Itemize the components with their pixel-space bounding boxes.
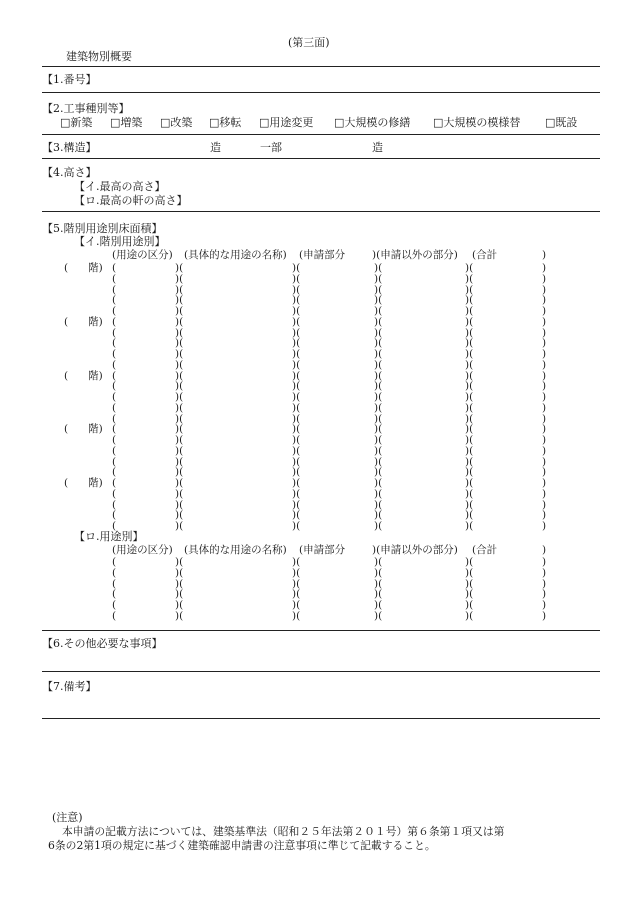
table-row (0, 424, 630, 434)
table-cell-bracket[interactable]: ) (542, 294, 547, 306)
table-cell-bracket[interactable]: )( (175, 488, 184, 500)
table-cell-bracket[interactable]: ) (542, 488, 547, 500)
table-cell-bracket[interactable]: )( (465, 273, 474, 285)
col-header-applied-part: (申請部分 (299, 544, 346, 556)
checkbox-major-remodel[interactable]: □大規模の模様替 (433, 116, 521, 129)
table-cell-bracket[interactable]: )( (292, 588, 301, 600)
table-cell-bracket[interactable]: )( (175, 262, 184, 274)
table-cell-bracket[interactable]: )( (465, 610, 474, 622)
table-cell-bracket[interactable]: )( (374, 520, 383, 532)
table-cell-bracket[interactable]: ) (542, 610, 547, 622)
note-line-1: 本申請の記載方法については、建築基準法（昭和２５年法第２０１号）第６条第１項又は第 (62, 825, 505, 838)
table-row (0, 403, 630, 413)
table-cell-bracket[interactable]: ) (542, 578, 547, 590)
table-cell-bracket[interactable]: )( (374, 556, 383, 568)
table-cell-bracket[interactable]: )( (175, 391, 184, 403)
table-cell-bracket[interactable]: )( (465, 423, 474, 435)
section-7-title: 【7.備考】 (42, 680, 97, 693)
divider (42, 66, 600, 67)
table-row (0, 381, 630, 391)
col-header-total: (合計 (472, 544, 498, 556)
table-cell-bracket[interactable]: ) (542, 520, 547, 532)
table-cell-bracket[interactable]: )( (175, 499, 184, 511)
table-cell-bracket[interactable]: ( (112, 305, 117, 317)
table-row (0, 446, 630, 456)
col-header-other-part: )(申請以外の部分) (372, 249, 458, 261)
table-cell-bracket[interactable]: )( (374, 488, 383, 500)
table-cell-bracket[interactable]: )( (292, 380, 301, 392)
col-header-use-name: (具体的な用途の名称) (184, 544, 287, 556)
table-cell-bracket[interactable]: )( (175, 599, 184, 611)
table-cell-bracket[interactable]: )( (465, 413, 474, 425)
table-cell-bracket[interactable]: ) (542, 337, 547, 349)
structure-zo: 造 (210, 141, 221, 154)
table-cell-bracket[interactable]: )( (292, 556, 301, 568)
section-3-title: 【3.構造】 (42, 141, 97, 154)
table-cell-bracket[interactable]: )( (465, 380, 474, 392)
table-cell-bracket[interactable]: )( (465, 284, 474, 296)
table-cell-bracket[interactable]: )( (292, 578, 301, 590)
table-row (0, 306, 630, 316)
table-cell-bracket[interactable]: ( (112, 359, 117, 371)
table-cell-bracket[interactable]: )( (465, 466, 474, 478)
table-cell-bracket[interactable]: ( (112, 509, 117, 521)
table-row (0, 467, 630, 477)
table-cell-bracket[interactable]: )( (374, 305, 383, 317)
table-cell-bracket[interactable]: ( (112, 556, 117, 568)
table-cell-bracket[interactable]: )( (292, 316, 301, 328)
table-row (0, 457, 630, 467)
table-cell-bracket[interactable]: ( (112, 445, 117, 457)
table-cell-bracket[interactable]: ) (542, 380, 547, 392)
table-cell-bracket[interactable]: )( (465, 556, 474, 568)
table-row (0, 478, 630, 488)
table-cell-bracket[interactable]: )( (374, 370, 383, 382)
table-cell-bracket[interactable]: )( (374, 316, 383, 328)
table-cell-bracket[interactable]: )( (374, 477, 383, 489)
table-cell-bracket[interactable]: )( (465, 499, 474, 511)
table-cell-bracket[interactable]: )( (374, 284, 383, 296)
table-row (0, 371, 630, 381)
table-cell-bracket[interactable]: )( (175, 477, 184, 489)
table-cell-bracket[interactable]: )( (465, 348, 474, 360)
col-header-total: (合計 (472, 249, 498, 261)
table-cell-bracket[interactable]: )( (465, 359, 474, 371)
table-cell-bracket[interactable]: )( (292, 499, 301, 511)
divider (42, 92, 600, 93)
table-cell-bracket[interactable]: )( (175, 413, 184, 425)
table-cell-bracket[interactable]: )( (374, 434, 383, 446)
table-cell-bracket[interactable]: ) (542, 284, 547, 296)
table-cell-bracket[interactable]: )( (292, 599, 301, 611)
col-header-applied-part: (申請部分 (299, 249, 346, 261)
table-cell-bracket[interactable]: )( (465, 567, 474, 579)
table-cell-bracket[interactable]: ( (112, 262, 117, 274)
divider (42, 671, 600, 672)
table-cell-bracket[interactable]: ) (542, 370, 547, 382)
table-cell-bracket[interactable]: ) (542, 359, 547, 371)
checkbox-reconstruction[interactable]: □改築 (160, 116, 193, 129)
table-cell-bracket[interactable]: )( (465, 391, 474, 403)
table-cell-bracket[interactable]: )( (292, 273, 301, 285)
table-row (0, 263, 630, 273)
table-cell-bracket[interactable]: )( (292, 423, 301, 435)
table-row (0, 611, 630, 621)
table-cell-bracket[interactable]: )( (465, 402, 474, 414)
col-header-other-part: )(申請以外の部分) (372, 544, 458, 556)
table-cell-bracket[interactable]: )( (175, 520, 184, 532)
table-cell-bracket[interactable]: ( (112, 284, 117, 296)
checkbox-relocation[interactable]: □移転 (209, 116, 242, 129)
table-cell-bracket[interactable]: )( (374, 499, 383, 511)
col-header-close: ) (542, 544, 547, 556)
table-cell-bracket[interactable]: )( (465, 509, 474, 521)
table-cell-bracket[interactable]: ( (112, 488, 117, 500)
by-floor-subtitle: 【イ.階別用途別】 (74, 235, 166, 248)
table-cell-bracket[interactable]: )( (374, 578, 383, 590)
floor-label: ( 階) (64, 370, 103, 382)
table-cell-bracket[interactable]: )( (292, 262, 301, 274)
table-cell-bracket[interactable]: )( (465, 578, 474, 590)
table-row (0, 285, 630, 295)
table-cell-bracket[interactable]: )( (465, 305, 474, 317)
table-cell-bracket[interactable]: )( (292, 477, 301, 489)
table-cell-bracket[interactable]: )( (374, 610, 383, 622)
floor-label: ( 階) (64, 423, 103, 435)
table-cell-bracket[interactable]: )( (175, 466, 184, 478)
table-row (0, 338, 630, 348)
table-cell-bracket[interactable]: )( (292, 348, 301, 360)
table-row (0, 349, 630, 359)
table-cell-bracket[interactable]: ) (542, 588, 547, 600)
table-cell-bracket[interactable]: ) (542, 413, 547, 425)
table-cell-bracket[interactable]: )( (374, 466, 383, 478)
table-row (0, 435, 630, 445)
table-row (0, 557, 630, 567)
table-cell-bracket[interactable]: ) (542, 327, 547, 339)
table-cell-bracket[interactable]: )( (175, 588, 184, 600)
table-cell-bracket[interactable]: )( (292, 284, 301, 296)
structure-ichibu: 一部 (260, 141, 282, 154)
table-cell-bracket[interactable]: ( (112, 477, 117, 489)
section-6-title: 【6.その他必要な事項】 (42, 637, 163, 650)
table-cell-bracket[interactable]: ( (112, 499, 117, 511)
table-cell-bracket[interactable]: ( (112, 348, 117, 360)
table-cell-bracket[interactable]: )( (374, 413, 383, 425)
table-cell-bracket[interactable]: )( (175, 327, 184, 339)
table-row (0, 600, 630, 610)
table-cell-bracket[interactable]: )( (465, 262, 474, 274)
table-cell-bracket[interactable]: ) (542, 316, 547, 328)
table-row (0, 328, 630, 338)
table-cell-bracket[interactable]: )( (465, 477, 474, 489)
table-cell-bracket[interactable]: )( (374, 509, 383, 521)
section-4-title: 【4.高さ】 (42, 166, 97, 179)
table-cell-bracket[interactable]: )( (292, 488, 301, 500)
table-cell-bracket[interactable]: )( (175, 294, 184, 306)
table-cell-bracket[interactable]: ( (112, 391, 117, 403)
table-row (0, 489, 630, 499)
table-cell-bracket[interactable]: )( (175, 402, 184, 414)
checkbox-new-construction[interactable]: □新築 (60, 116, 93, 129)
table-cell-bracket[interactable]: )( (175, 316, 184, 328)
table-cell-bracket[interactable]: ( (112, 588, 117, 600)
table-cell-bracket[interactable]: )( (374, 273, 383, 285)
table-cell-bracket[interactable]: ) (542, 477, 547, 489)
table-cell-bracket[interactable]: )( (175, 434, 184, 446)
table-cell-bracket[interactable]: )( (175, 370, 184, 382)
by-use-subtitle: 【ロ.用途別】 (74, 530, 144, 543)
table-cell-bracket[interactable]: )( (175, 380, 184, 392)
table-cell-bracket[interactable]: ( (112, 380, 117, 392)
table-cell-bracket[interactable]: ) (542, 262, 547, 274)
col-header-close: ) (542, 249, 547, 261)
table-cell-bracket[interactable]: )( (292, 520, 301, 532)
table-cell-bracket[interactable]: )( (292, 337, 301, 349)
table-cell-bracket[interactable]: )( (465, 434, 474, 446)
table-cell-bracket[interactable]: ) (542, 567, 547, 579)
divider (42, 211, 600, 212)
table-cell-bracket[interactable]: )( (175, 578, 184, 590)
form-title: 建築物別概要 (66, 50, 132, 63)
table-cell-bracket[interactable]: ) (542, 402, 547, 414)
table-row (0, 568, 630, 578)
note-title: (注意) (52, 811, 83, 824)
table-cell-bracket[interactable]: )( (465, 520, 474, 532)
floor-label: ( 階) (64, 262, 103, 274)
table-cell-bracket[interactable]: ( (112, 294, 117, 306)
table-cell-bracket[interactable]: )( (292, 466, 301, 478)
table-cell-bracket[interactable]: )( (175, 359, 184, 371)
table-cell-bracket[interactable]: ) (542, 273, 547, 285)
table-cell-bracket[interactable]: )( (465, 599, 474, 611)
section-5-title: 【5.階別用途別床面積】 (42, 222, 163, 235)
table-cell-bracket[interactable]: )( (465, 488, 474, 500)
table-cell-bracket[interactable]: ( (112, 337, 117, 349)
table-cell-bracket[interactable]: )( (175, 337, 184, 349)
table-row (0, 510, 630, 520)
table-cell-bracket[interactable]: )( (175, 610, 184, 622)
table-cell-bracket[interactable]: ( (112, 273, 117, 285)
table-cell-bracket[interactable]: )( (374, 294, 383, 306)
divider (42, 158, 600, 159)
section-2-title: 【2.工事種別等】 (42, 102, 130, 115)
table-cell-bracket[interactable]: )( (374, 262, 383, 274)
table-cell-bracket[interactable]: )( (292, 567, 301, 579)
table-cell-bracket[interactable]: ) (542, 391, 547, 403)
checkbox-use-change[interactable]: □用途変更 (259, 116, 314, 129)
table-cell-bracket[interactable]: ) (542, 466, 547, 478)
table-row (0, 295, 630, 305)
col-header-use-category: (用途の区分) (112, 544, 173, 556)
table-cell-bracket[interactable]: ) (542, 556, 547, 568)
table-cell-bracket[interactable]: )( (465, 445, 474, 457)
section-1-title: 【1.番号】 (42, 73, 97, 86)
table-cell-bracket[interactable]: )( (374, 337, 383, 349)
table-cell-bracket[interactable]: )( (175, 284, 184, 296)
table-cell-bracket[interactable]: )( (175, 348, 184, 360)
table-cell-bracket[interactable]: )( (465, 327, 474, 339)
table-cell-bracket[interactable]: ( (112, 316, 117, 328)
table-cell-bracket[interactable]: )( (374, 402, 383, 414)
table-cell-bracket[interactable]: )( (374, 380, 383, 392)
table-cell-bracket[interactable]: ( (112, 413, 117, 425)
table-cell-bracket[interactable]: )( (374, 456, 383, 468)
table-cell-bracket[interactable]: )( (374, 391, 383, 403)
table-cell-bracket[interactable]: )( (292, 305, 301, 317)
divider (42, 134, 600, 135)
table-cell-bracket[interactable]: )( (374, 327, 383, 339)
table-cell-bracket[interactable]: )( (374, 423, 383, 435)
table-cell-bracket[interactable]: ( (112, 466, 117, 478)
floor-label: ( 階) (64, 316, 103, 328)
table-cell-bracket[interactable]: )( (465, 337, 474, 349)
table-cell-bracket[interactable]: ( (112, 423, 117, 435)
table-cell-bracket[interactable]: ) (542, 423, 547, 435)
table-cell-bracket[interactable]: ) (542, 434, 547, 446)
table-cell-bracket[interactable]: )( (465, 588, 474, 600)
checkbox-major-repair[interactable]: □大規模の修繕 (334, 116, 411, 129)
table-cell-bracket[interactable]: ) (542, 305, 547, 317)
table-cell-bracket[interactable]: ) (542, 509, 547, 521)
table-cell-bracket[interactable]: )( (292, 445, 301, 457)
table-cell-bracket[interactable]: )( (292, 402, 301, 414)
table-cell-bracket[interactable]: ( (112, 610, 117, 622)
table-cell-bracket[interactable]: )( (175, 423, 184, 435)
table-cell-bracket[interactable]: )( (292, 509, 301, 521)
table-cell-bracket[interactable]: ( (112, 578, 117, 590)
divider (42, 718, 600, 719)
table-cell-bracket[interactable]: )( (292, 456, 301, 468)
table-cell-bracket[interactable]: )( (292, 370, 301, 382)
table-cell-bracket[interactable]: )( (374, 567, 383, 579)
table-row (0, 274, 630, 284)
table-cell-bracket[interactable]: )( (175, 556, 184, 568)
table-cell-bracket[interactable]: ( (112, 567, 117, 579)
table-cell-bracket[interactable]: )( (292, 391, 301, 403)
table-cell-bracket[interactable]: ( (112, 434, 117, 446)
table-cell-bracket[interactable]: )( (175, 509, 184, 521)
table-cell-bracket[interactable]: )( (374, 445, 383, 457)
table-cell-bracket[interactable]: )( (374, 599, 383, 611)
page-label: (第三面) (288, 36, 330, 49)
col-header-use-name: (具体的な用途の名称) (184, 249, 287, 261)
table-cell-bracket[interactable]: )( (292, 610, 301, 622)
table-row (0, 392, 630, 402)
table-cell-bracket[interactable]: ) (542, 599, 547, 611)
table-cell-bracket[interactable]: ) (542, 348, 547, 360)
table-cell-bracket[interactable]: )( (292, 359, 301, 371)
table-cell-bracket[interactable]: )( (374, 359, 383, 371)
table-cell-bracket[interactable]: )( (292, 413, 301, 425)
table-cell-bracket[interactable]: ) (542, 445, 547, 457)
max-height-label: 【イ.最高の高さ】 (74, 180, 166, 193)
divider (42, 630, 600, 631)
structure-zo-2: 造 (372, 141, 383, 154)
note-line-2: 6条の2第1項の規定に基づく建築確認申請書の注意事項に準じて記載すること。 (48, 839, 436, 852)
table-row (0, 360, 630, 370)
table-cell-bracket[interactable]: )( (465, 294, 474, 306)
table-cell-bracket[interactable]: )( (465, 316, 474, 328)
table-cell-bracket[interactable]: )( (175, 305, 184, 317)
table-cell-bracket[interactable]: )( (175, 445, 184, 457)
table-cell-bracket[interactable]: )( (175, 456, 184, 468)
table-cell-bracket[interactable]: )( (374, 588, 383, 600)
max-eave-height-label: 【ロ.最高の軒の高さ】 (74, 194, 188, 207)
checkbox-extension[interactable]: □増築 (110, 116, 143, 129)
table-row (0, 317, 630, 327)
table-cell-bracket[interactable]: )( (175, 273, 184, 285)
table-cell-bracket[interactable]: ) (542, 456, 547, 468)
table-cell-bracket[interactable]: )( (292, 294, 301, 306)
col-header-use-category: (用途の区分) (112, 249, 173, 261)
floor-label: ( 階) (64, 477, 103, 489)
table-cell-bracket[interactable]: )( (292, 434, 301, 446)
table-cell-bracket[interactable]: )( (465, 370, 474, 382)
table-cell-bracket[interactable]: ( (112, 456, 117, 468)
table-cell-bracket[interactable]: ) (542, 499, 547, 511)
table-cell-bracket[interactable]: ( (112, 370, 117, 382)
table-cell-bracket[interactable]: )( (175, 567, 184, 579)
table-cell-bracket[interactable]: ( (112, 599, 117, 611)
checkbox-existing[interactable]: □既設 (545, 116, 578, 129)
table-cell-bracket[interactable]: )( (374, 348, 383, 360)
table-cell-bracket[interactable]: ( (112, 520, 117, 532)
table-cell-bracket[interactable]: )( (465, 456, 474, 468)
table-row (0, 589, 630, 599)
table-cell-bracket[interactable]: ( (112, 327, 117, 339)
table-cell-bracket[interactable]: ( (112, 402, 117, 414)
table-row (0, 579, 630, 589)
table-cell-bracket[interactable]: )( (292, 327, 301, 339)
table-row (0, 500, 630, 510)
